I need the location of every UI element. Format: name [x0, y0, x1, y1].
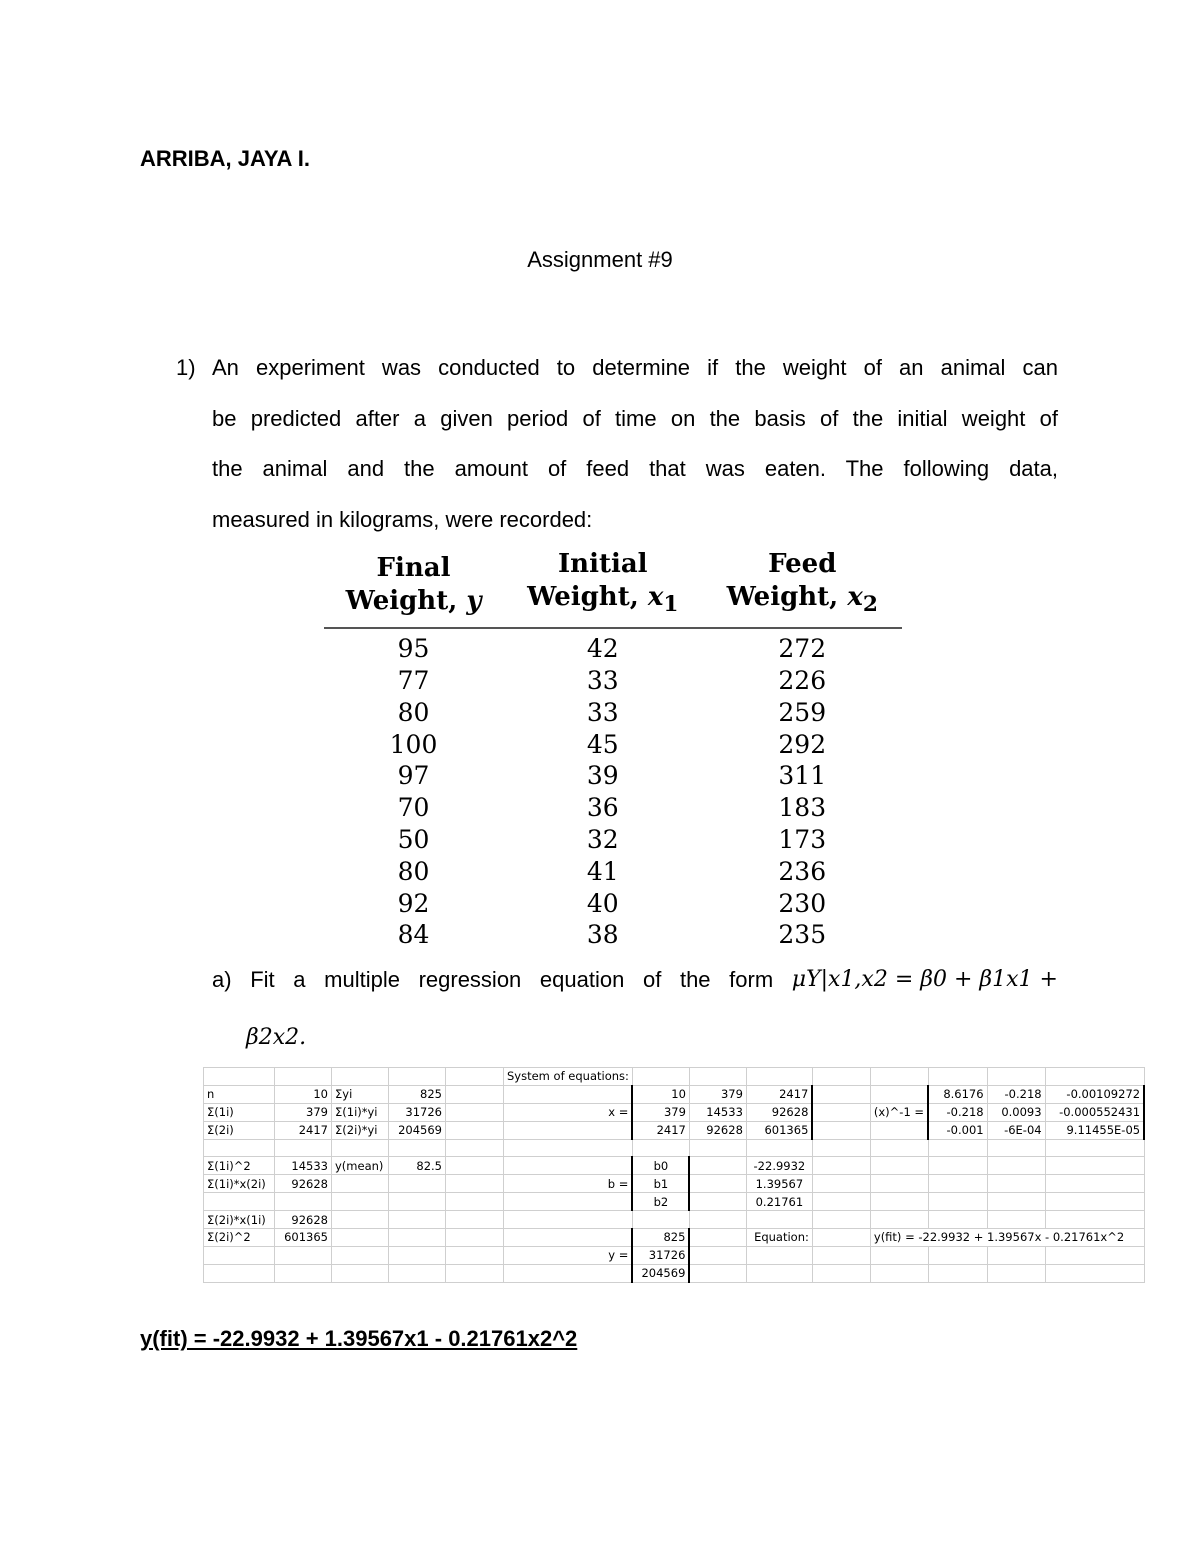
table-row: [324, 760, 902, 792]
sheet-cell: [389, 1246, 446, 1264]
sheet-row: [204, 1246, 1145, 1264]
sheet-cell: [987, 1175, 1045, 1193]
table-cell: 173: [778, 824, 827, 854]
problem-line: be predicted after a given period of time on the basis of the initial weight of: [212, 405, 1058, 431]
sheet-cell: [446, 1085, 504, 1103]
sheet-cell: [1045, 1068, 1144, 1086]
sheet-cell: 9.11455E-05: [1045, 1121, 1144, 1139]
sheet-cell: 92628: [746, 1103, 812, 1121]
sheet-cell: [812, 1246, 870, 1264]
sheet-cell: [446, 1264, 504, 1282]
sheet-cell: [332, 1229, 389, 1247]
sheet-cell: [446, 1157, 504, 1175]
sheet-cell: [812, 1229, 870, 1247]
sheet-cell: [870, 1211, 928, 1229]
sheet-cell: [275, 1068, 332, 1086]
table-row: [324, 856, 902, 888]
sheet-cell: [504, 1264, 633, 1282]
sheet-cell: [870, 1246, 928, 1264]
problem-line: measured in kilograms, were recorded:: [212, 506, 593, 532]
column-header-feed: Feed Weight, $x_2$: [703, 548, 902, 628]
sheet-cell: -6E-04: [987, 1121, 1045, 1139]
sheet-cell: [332, 1193, 389, 1211]
table-cell: 292: [778, 729, 827, 759]
sheet-cell: 10: [632, 1085, 689, 1103]
sheet-cell: [812, 1264, 870, 1282]
sheet-cell: [446, 1211, 504, 1229]
sheet-cell: [275, 1193, 332, 1211]
sheet-cell: [928, 1139, 987, 1157]
sheet-cell: [204, 1193, 275, 1211]
sheet-cell: Σ(1i): [204, 1103, 275, 1121]
sheet-cell: -0.00109272: [1045, 1085, 1144, 1103]
sheet-cell: [689, 1139, 746, 1157]
sheet-cell: [1045, 1193, 1144, 1211]
sheet-cell: [632, 1139, 689, 1157]
table-row: [324, 824, 902, 856]
sheet-cell: -0.218: [987, 1085, 1045, 1103]
sheet-cell: [204, 1264, 275, 1282]
part-a-line: a) Fit a multiple regression equation of the form μY|x1,x2 = β0 + β1x1 +: [212, 967, 1058, 1005]
sheet-cell: [389, 1175, 446, 1193]
sheet-cell: [389, 1068, 446, 1086]
sheet-cell: [870, 1193, 928, 1211]
sheet-cell: 379: [275, 1103, 332, 1121]
sheet-cell: 2417: [632, 1121, 689, 1139]
sheet-cell: 825: [632, 1229, 689, 1247]
sheet-cell: [504, 1157, 633, 1175]
sheet-cell: [812, 1211, 870, 1229]
sheet-cell: [446, 1139, 504, 1157]
sheet-cell: 0.0093: [987, 1103, 1045, 1121]
sheet-row: [204, 1121, 1145, 1139]
sheet-cell: Σ(1i)^2: [204, 1157, 275, 1175]
table-cell: 230: [778, 888, 827, 918]
table-cell: 311: [778, 761, 827, 791]
sheet-cell: [870, 1121, 928, 1139]
sheet-cell: [1045, 1157, 1144, 1175]
sheet-cell: 2417: [275, 1121, 332, 1139]
sheet-cell: [332, 1068, 389, 1086]
sheet-cell: [332, 1139, 389, 1157]
sheet-cell: -0.218: [928, 1103, 987, 1121]
table-cell: 42: [586, 634, 619, 664]
sheet-cell: 825: [389, 1085, 446, 1103]
sheet-cell: -22.9932: [746, 1157, 812, 1175]
sheet-cell: y(fit) = -22.9932 + 1.39567x - 0.21761x^2: [870, 1229, 1144, 1247]
sheet-cell: [204, 1068, 275, 1086]
table-cell: 38: [586, 920, 619, 950]
sheet-cell: [689, 1157, 746, 1175]
column-header-initial: Initial Weight, $x_1$: [503, 548, 702, 628]
sheet-cell: [987, 1068, 1045, 1086]
table-row: [324, 792, 902, 824]
sheet-cell: [632, 1211, 689, 1229]
table-cell: 236: [778, 856, 827, 886]
sheet-cell: 31726: [632, 1246, 689, 1264]
sheet-cell: Σ(2i)^2: [204, 1229, 275, 1247]
sheet-cell: [812, 1103, 870, 1121]
sheet-cell: [389, 1139, 446, 1157]
sheet-cell: [689, 1211, 746, 1229]
sheet-cell: Σyi: [332, 1085, 389, 1103]
sheet-cell: [987, 1211, 1045, 1229]
sheet-cell: [870, 1068, 928, 1086]
sheet-cell: b2: [632, 1193, 689, 1211]
sheet-cell: [987, 1139, 1045, 1157]
sheet-cell: [446, 1246, 504, 1264]
sheet-cell: 204569: [632, 1264, 689, 1282]
column-header-final: Final Weight, y: [324, 548, 503, 628]
sheet-cell: [812, 1121, 870, 1139]
sheet-cell: [746, 1264, 812, 1282]
sheet-cell: 379: [632, 1103, 689, 1121]
table-cell: 97: [397, 761, 430, 791]
sheet-cell: [870, 1175, 928, 1193]
sheet-cell: b1: [632, 1175, 689, 1193]
sheet-cell: [812, 1157, 870, 1175]
sheet-cell: y =: [504, 1246, 633, 1264]
part-a: [212, 967, 1058, 1050]
sheet-cell: [928, 1068, 987, 1086]
sheet-cell: 204569: [389, 1121, 446, 1139]
sheet-cell: [870, 1085, 928, 1103]
regression-formula-continued: β2x2.: [246, 1025, 307, 1050]
weight-data-table: [324, 548, 902, 951]
sheet-cell: [504, 1229, 633, 1247]
sheet-cell: b0: [632, 1157, 689, 1175]
sheet-cell: 601365: [275, 1229, 332, 1247]
sheet-cell: [389, 1229, 446, 1247]
sheet-cell: 14533: [275, 1157, 332, 1175]
table-cell: 183: [778, 793, 827, 823]
sheet-cell: [204, 1139, 275, 1157]
table-cell: 226: [778, 665, 827, 695]
sheet-cell: [275, 1264, 332, 1282]
problem-line: An experiment was conducted to determine if the weight of an animal can: [212, 355, 1058, 380]
table-cell: 50: [397, 824, 430, 854]
problem-number: 1): [176, 355, 196, 380]
sheet-cell: [689, 1264, 746, 1282]
sheet-cell: [928, 1157, 987, 1175]
sheet-cell: [632, 1068, 689, 1086]
sheet-cell: [446, 1068, 504, 1086]
sheet-row: [204, 1193, 1145, 1211]
sheet-cell: [689, 1229, 746, 1247]
sheet-cell: [812, 1175, 870, 1193]
sheet-cell: [504, 1085, 633, 1103]
sheet-cell: 0.21761: [746, 1193, 812, 1211]
sheet-cell: (x)^-1 =: [870, 1103, 928, 1121]
sheet-cell: [275, 1246, 332, 1264]
sheet-cell: [870, 1264, 928, 1282]
table-cell: 80: [397, 697, 430, 727]
sheet-cell: [389, 1211, 446, 1229]
sheet-row: [204, 1068, 1145, 1086]
sheet-cell: n: [204, 1085, 275, 1103]
sheet-row: [204, 1085, 1145, 1103]
sheet-cell: [746, 1211, 812, 1229]
sheet-cell: [928, 1193, 987, 1211]
table-cell: 95: [397, 634, 430, 664]
problem-statement: [212, 343, 1058, 545]
sheet-cell: [389, 1264, 446, 1282]
sheet-row: [204, 1211, 1145, 1229]
sheet-cell: [446, 1229, 504, 1247]
sheet-cell: [446, 1121, 504, 1139]
sheet-cell: -0.001: [928, 1121, 987, 1139]
table-cell: 36: [586, 793, 619, 823]
table-cell: 235: [778, 920, 827, 950]
sheet-cell: [928, 1211, 987, 1229]
sheet-cell: [689, 1068, 746, 1086]
sheet-cell: Σ(2i): [204, 1121, 275, 1139]
table-cell: 80: [397, 856, 430, 886]
sheet-cell: [812, 1193, 870, 1211]
table-cell: 92: [397, 888, 430, 918]
sheet-row: [204, 1229, 1145, 1247]
sheet-cell: y(mean): [332, 1157, 389, 1175]
assignment-title: Assignment #9: [527, 247, 673, 272]
sheet-cell: [1045, 1139, 1144, 1157]
sheet-cell: 8.6176: [928, 1085, 987, 1103]
sheet-cell: [446, 1193, 504, 1211]
sheet-cell: [870, 1139, 928, 1157]
table-row: [324, 665, 902, 697]
sheet-cell: [1045, 1246, 1144, 1264]
sheet-cell: 92628: [275, 1211, 332, 1229]
sheet-cell: [446, 1175, 504, 1193]
table-cell: 77: [397, 665, 430, 695]
table-cell: 33: [586, 697, 619, 727]
sheet-cell: [812, 1068, 870, 1086]
table-cell: 259: [778, 697, 827, 727]
sheet-cell: [504, 1139, 633, 1157]
regression-formula: μY|x1,x2 = β0 + β1x1 +: [791, 967, 1058, 992]
sheet-cell: [332, 1264, 389, 1282]
sheet-cell: 92628: [689, 1121, 746, 1139]
table-cell: 33: [586, 665, 619, 695]
sheet-cell: [504, 1121, 633, 1139]
sheet-cell: [987, 1193, 1045, 1211]
sheet-cell: [689, 1175, 746, 1193]
sheet-cell: 2417: [746, 1085, 812, 1103]
sheet-cell: [332, 1175, 389, 1193]
table-cell: 84: [397, 920, 430, 950]
sheet-cell: [1045, 1264, 1144, 1282]
sheet-cell: 31726: [389, 1103, 446, 1121]
sheet-cell: [812, 1139, 870, 1157]
part-a-label: a): [212, 967, 232, 992]
sheet-cell: [812, 1085, 870, 1103]
sheet-cell: [332, 1211, 389, 1229]
sheet-cell: 92628: [275, 1175, 332, 1193]
sheet-cell: Σ(1i)*x(2i): [204, 1175, 275, 1193]
sheet-row: [204, 1157, 1145, 1175]
sheet-cell: [987, 1246, 1045, 1264]
sheet-cell: [746, 1068, 812, 1086]
table-row: [324, 697, 902, 729]
spreadsheet-screenshot: [203, 1067, 1145, 1283]
sheet-row: [204, 1103, 1145, 1121]
sheet-row: [204, 1175, 1145, 1193]
sheet-row: [204, 1139, 1145, 1157]
sheet-cell: 82.5: [389, 1157, 446, 1175]
sheet-cell: 10: [275, 1085, 332, 1103]
sheet-cell: [928, 1264, 987, 1282]
sheet-cell: [332, 1246, 389, 1264]
sheet-cell: [504, 1193, 633, 1211]
sheet-cell: [689, 1193, 746, 1211]
sheet-cell: [504, 1211, 633, 1229]
table-row: [324, 729, 902, 761]
sheet-cell: [987, 1264, 1045, 1282]
sheet-cell: [928, 1246, 987, 1264]
sheet-cell: 14533: [689, 1103, 746, 1121]
table-row: [324, 628, 902, 665]
sheet-cell: [1045, 1175, 1144, 1193]
sheet-cell: System of equations:: [504, 1068, 633, 1086]
sheet-cell: x =: [504, 1103, 633, 1121]
sheet-cell: [204, 1246, 275, 1264]
sheet-cell: -0.000552431: [1045, 1103, 1144, 1121]
student-name: ARRIBA, JAYA I.: [140, 146, 310, 171]
table-cell: 40: [586, 888, 619, 918]
sheet-cell: Equation:: [746, 1229, 812, 1247]
table-cell: 45: [586, 729, 619, 759]
sheet-cell: [870, 1157, 928, 1175]
table-cell: 100: [389, 729, 438, 759]
sheet-cell: b =: [504, 1175, 633, 1193]
table-cell: 70: [397, 793, 430, 823]
table-cell: 41: [586, 856, 619, 886]
sheet-cell: Σ(2i)*x(1i): [204, 1211, 275, 1229]
fitted-equation: y(fit) = -22.9932 + 1.39567x1 - 0.21761x2^2: [140, 1326, 578, 1351]
problem-line: the animal and the amount of feed that was eaten. The following data,: [212, 456, 1058, 481]
table-row: [324, 888, 902, 920]
sheet-cell: [1045, 1211, 1144, 1229]
sheet-cell: 379: [689, 1085, 746, 1103]
sheet-cell: [689, 1246, 746, 1264]
sheet-cell: [928, 1175, 987, 1193]
sheet-cell: [746, 1246, 812, 1264]
sheet-cell: [446, 1103, 504, 1121]
table-cell: 39: [586, 761, 619, 791]
sheet-cell: Σ(1i)*yi: [332, 1103, 389, 1121]
sheet-cell: [987, 1157, 1045, 1175]
table-cell: 272: [778, 634, 827, 664]
sheet-cell: 1.39567: [746, 1175, 812, 1193]
sheet-cell: Σ(2i)*yi: [332, 1121, 389, 1139]
sheet-cell: 601365: [746, 1121, 812, 1139]
table-cell: 32: [586, 824, 619, 854]
sheet-cell: [746, 1139, 812, 1157]
sheet-cell: [275, 1139, 332, 1157]
table-row: [324, 919, 902, 951]
sheet-row: [204, 1264, 1145, 1282]
sheet-cell: [389, 1193, 446, 1211]
